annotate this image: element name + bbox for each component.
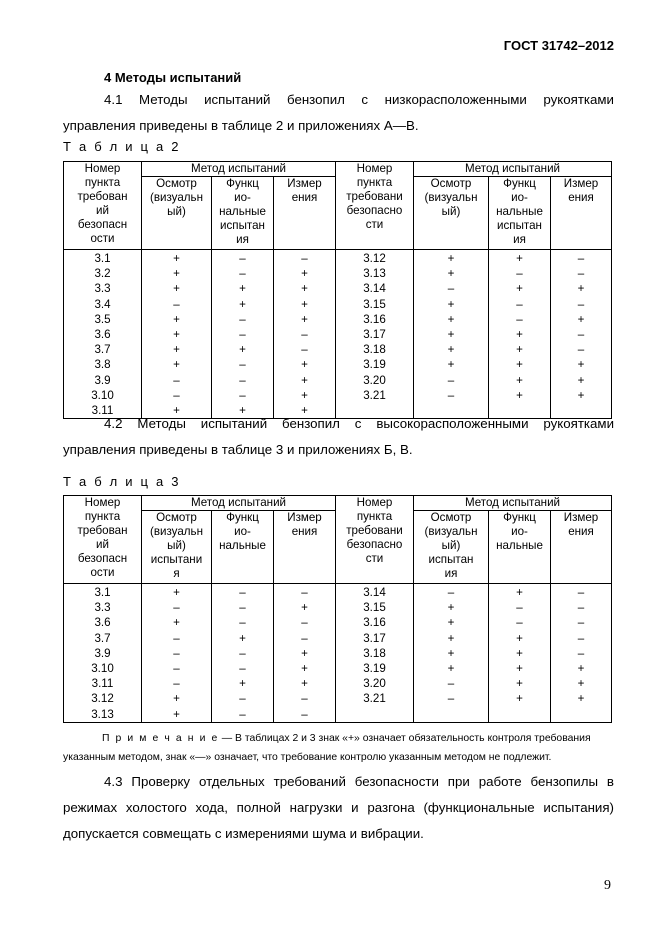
table-3-caption: Т а б л и ц а 3 xyxy=(63,474,181,489)
paragraph-line: 4.3 Проверку отдельных требований безопасности при работе бензопилы в xyxy=(104,774,614,789)
method-mark-cell: – xyxy=(212,327,274,342)
method-mark-cell: – xyxy=(274,250,336,267)
header-text-line: Функц xyxy=(226,511,259,524)
method-mark-cell xyxy=(551,707,612,723)
table-row xyxy=(64,266,612,281)
table-2-caption: Т а б л и ц а 2 xyxy=(63,139,181,154)
point-number-cell: 3.20 xyxy=(336,676,414,691)
header-text-line: пункта xyxy=(356,176,393,189)
method-mark-cell: + xyxy=(142,584,212,601)
header-text-line: ения xyxy=(291,525,318,538)
point-number-cell: 3.5 xyxy=(64,312,142,327)
header-text-line: ий xyxy=(96,538,109,551)
paragraph-line: режимах холостого хода, полной нагрузки и разгона (функциональные испытания) xyxy=(63,800,614,815)
point-number-cell: 3.15 xyxy=(336,600,414,615)
method-mark-cell: + xyxy=(489,250,551,267)
header-text-line: я xyxy=(173,567,180,580)
table-row xyxy=(64,600,612,615)
header-text-line: испытан xyxy=(428,553,474,566)
point-number-cell: 3.21 xyxy=(336,691,414,706)
header-method-group: Метод испытаний xyxy=(142,162,336,177)
method-mark-cell: + xyxy=(274,661,336,676)
method-mark-cell: + xyxy=(274,676,336,691)
header-measurement xyxy=(274,511,336,584)
method-mark-cell: + xyxy=(142,281,212,296)
header-text-line: Осмотр xyxy=(156,511,197,524)
point-number-cell: 3.18 xyxy=(336,646,414,661)
method-mark-cell: – xyxy=(212,373,274,388)
method-mark-cell: – xyxy=(212,312,274,327)
method-mark-cell: + xyxy=(274,373,336,388)
method-mark-cell: – xyxy=(212,707,274,723)
header-text-line: безопасн xyxy=(77,218,128,231)
point-number-cell: 3.19 xyxy=(336,357,414,372)
point-number-cell: 3.19 xyxy=(336,661,414,676)
method-mark-cell: – xyxy=(142,646,212,661)
header-text-line: сти xyxy=(365,552,384,565)
method-mark-cell: – xyxy=(212,357,274,372)
header-inspection xyxy=(414,177,489,250)
method-mark-cell: + xyxy=(212,403,274,419)
table-row xyxy=(64,281,612,296)
method-mark-cell: – xyxy=(212,388,274,403)
method-mark-cell: + xyxy=(414,631,489,646)
point-number-cell: 3.14 xyxy=(336,281,414,296)
method-mark-cell: – xyxy=(142,297,212,312)
header-text-line: испытан xyxy=(497,219,542,232)
header-text-line: Осмотр xyxy=(430,511,472,524)
method-mark-cell: + xyxy=(551,691,612,706)
note-lead: П р и м е ч а н и е xyxy=(102,733,219,744)
method-mark-cell: – xyxy=(551,266,612,281)
method-mark-cell: + xyxy=(274,600,336,615)
paragraph-4-2 xyxy=(63,411,614,463)
table-row xyxy=(64,691,612,706)
method-mark-cell: – xyxy=(414,691,489,706)
method-mark-cell: + xyxy=(489,661,551,676)
method-mark-cell: – xyxy=(142,676,212,691)
header-text-line: (визуальн xyxy=(424,525,478,538)
header-text-line: безопасно xyxy=(346,538,403,551)
method-mark-cell: + xyxy=(274,388,336,403)
method-mark-cell: + xyxy=(274,297,336,312)
point-number-cell: 3.2 xyxy=(64,266,142,281)
header-inspection xyxy=(142,511,212,584)
method-mark-cell: + xyxy=(489,691,551,706)
method-mark-cell: + xyxy=(212,342,274,357)
method-mark-cell: + xyxy=(142,250,212,267)
point-number-cell: 3.10 xyxy=(64,661,142,676)
method-mark-cell: – xyxy=(212,615,274,630)
method-mark-cell: + xyxy=(212,676,274,691)
method-mark-cell: – xyxy=(274,691,336,706)
header-inspection xyxy=(142,177,212,250)
header-text-line: Осмотр xyxy=(156,177,197,190)
header-text-line: пункта xyxy=(356,510,393,523)
header-text-line: (визуальн xyxy=(424,191,478,204)
method-mark-cell: + xyxy=(274,281,336,296)
method-mark-cell: + xyxy=(274,266,336,281)
header-text-line: сти xyxy=(365,218,384,231)
table-row xyxy=(64,388,612,403)
point-number-cell: 3.3 xyxy=(64,600,142,615)
method-mark-cell: – xyxy=(489,297,551,312)
method-mark-cell: – xyxy=(551,327,612,342)
header-text-line: безопасно xyxy=(346,204,403,217)
method-mark-cell: – xyxy=(551,250,612,267)
header-text-line: (визуальн xyxy=(149,191,203,204)
point-number-cell: 3.17 xyxy=(336,631,414,646)
header-text-line: Измер xyxy=(563,177,599,190)
table-row xyxy=(64,357,612,372)
table-row xyxy=(64,631,612,646)
header-functional xyxy=(489,511,551,584)
header-text-line: ения xyxy=(568,191,594,204)
method-mark-cell: + xyxy=(489,342,551,357)
table-row xyxy=(64,327,612,342)
method-mark-cell: + xyxy=(489,373,551,388)
header-text-line: пункта xyxy=(84,176,121,189)
header-text-line: ий xyxy=(96,204,109,217)
method-mark-cell: + xyxy=(489,584,551,601)
point-number-cell: 3.11 xyxy=(64,403,142,419)
header-text-line: требован xyxy=(77,524,128,537)
header-measurement xyxy=(551,511,612,584)
method-mark-cell: + xyxy=(489,281,551,296)
method-mark-cell: – xyxy=(414,281,489,296)
header-text-line: Функц xyxy=(226,177,259,190)
header-text-line: безопасн xyxy=(77,552,128,565)
header-text-line: ости xyxy=(90,566,115,579)
method-mark-cell: + xyxy=(142,327,212,342)
method-mark-cell: + xyxy=(414,250,489,267)
table-note xyxy=(63,729,612,767)
method-mark-cell: + xyxy=(551,373,612,388)
method-mark-cell: – xyxy=(551,584,612,601)
point-number-cell: 3.9 xyxy=(64,646,142,661)
method-mark-cell: + xyxy=(551,676,612,691)
header-text-line: ия xyxy=(444,567,458,580)
header-method-group: Метод испытаний xyxy=(414,496,612,511)
table-row xyxy=(64,615,612,630)
header-text-line: пункта xyxy=(84,510,121,523)
method-mark-cell: + xyxy=(142,615,212,630)
header-text-line: ости xyxy=(90,232,115,245)
paragraph-4-1 xyxy=(63,87,614,139)
table-row xyxy=(64,646,612,661)
method-mark-cell: + xyxy=(414,646,489,661)
method-mark-cell: – xyxy=(212,661,274,676)
header-text-line: ио- xyxy=(234,525,251,538)
method-mark-cell: + xyxy=(142,691,212,706)
point-number-cell: 3.10 xyxy=(64,388,142,403)
point-number-cell: 3.12 xyxy=(336,250,414,267)
paragraph-line: управления приведены в таблице 2 и приложениях А—В. xyxy=(63,118,419,133)
method-mark-cell: – xyxy=(274,327,336,342)
method-mark-cell: + xyxy=(414,342,489,357)
header-method-group: Метод испытаний xyxy=(414,162,612,177)
method-mark-cell: – xyxy=(414,373,489,388)
method-mark-cell: – xyxy=(212,250,274,267)
method-mark-cell: – xyxy=(212,600,274,615)
method-mark-cell: + xyxy=(212,631,274,646)
method-mark-cell: – xyxy=(142,373,212,388)
paragraph-line: 4.2 Методы испытаний бензопил с высокорасположенными рукоятками xyxy=(104,416,614,431)
header-text-line: испытан xyxy=(220,219,265,232)
table-row xyxy=(64,297,612,312)
method-mark-cell: + xyxy=(489,631,551,646)
header-point-number xyxy=(64,496,142,584)
header-text-line: ио- xyxy=(511,191,528,204)
point-number-cell: 3.21 xyxy=(336,388,414,403)
point-number-cell: 3.7 xyxy=(64,631,142,646)
point-number-cell: 3.1 xyxy=(64,584,142,601)
header-functional xyxy=(489,177,551,250)
method-mark-cell xyxy=(414,707,489,723)
header-text-line: Функц xyxy=(503,177,536,190)
method-mark-cell: – xyxy=(414,388,489,403)
method-mark-cell: – xyxy=(414,676,489,691)
method-mark-cell: – xyxy=(142,631,212,646)
method-mark-cell: + xyxy=(551,357,612,372)
method-mark-cell: + xyxy=(414,661,489,676)
paragraph-line: управления приведены в таблице 3 и приложениях Б, В. xyxy=(63,442,413,457)
point-number-cell: 3.4 xyxy=(64,297,142,312)
header-text-line: требовани xyxy=(346,524,403,537)
header-text-line: ый) xyxy=(167,205,186,218)
method-mark-cell: – xyxy=(489,266,551,281)
header-text-line: требовани xyxy=(346,190,403,203)
header-method-group: Метод испытаний xyxy=(142,496,336,511)
method-mark-cell: + xyxy=(414,600,489,615)
header-text-line: ио- xyxy=(511,525,528,538)
method-mark-cell: – xyxy=(489,312,551,327)
header-text-line: ения xyxy=(568,525,594,538)
point-number-cell: 3.14 xyxy=(336,584,414,601)
method-mark-cell: + xyxy=(489,676,551,691)
point-number-cell: 3.17 xyxy=(336,327,414,342)
method-mark-cell: + xyxy=(142,403,212,419)
header-point-number xyxy=(64,162,142,250)
method-mark-cell: + xyxy=(142,357,212,372)
header-text-line: Измер xyxy=(287,511,322,524)
method-mark-cell: + xyxy=(551,388,612,403)
method-mark-cell: – xyxy=(212,584,274,601)
method-mark-cell: + xyxy=(414,615,489,630)
method-mark-cell: + xyxy=(414,266,489,281)
table-3 xyxy=(63,495,612,723)
header-point-number xyxy=(336,162,414,250)
point-number-cell: 3.16 xyxy=(336,312,414,327)
header-text-line: нальные xyxy=(219,205,266,218)
header-text-line: испытани xyxy=(150,553,203,566)
point-number-cell: 3.20 xyxy=(336,373,414,388)
method-mark-cell: – xyxy=(489,600,551,615)
method-mark-cell: – xyxy=(551,600,612,615)
table-row xyxy=(64,373,612,388)
table-row xyxy=(64,584,612,601)
table-row xyxy=(64,250,612,267)
method-mark-cell: + xyxy=(414,297,489,312)
paragraph-4-3 xyxy=(63,769,614,847)
point-number-cell: 3.8 xyxy=(64,357,142,372)
method-mark-cell: – xyxy=(212,266,274,281)
method-mark-cell: – xyxy=(489,615,551,630)
header-functional xyxy=(212,511,274,584)
header-measurement xyxy=(274,177,336,250)
point-number-cell xyxy=(336,707,414,723)
header-text-line: ый) xyxy=(441,205,461,218)
header-text-line: Номер xyxy=(356,162,393,175)
method-mark-cell: + xyxy=(489,646,551,661)
method-mark-cell: + xyxy=(414,357,489,372)
method-mark-cell: + xyxy=(414,327,489,342)
method-mark-cell: + xyxy=(489,357,551,372)
point-number-cell: 3.12 xyxy=(64,691,142,706)
method-mark-cell: – xyxy=(414,584,489,601)
header-text-line: Номер xyxy=(356,496,393,509)
header-text-line: ия xyxy=(236,233,249,246)
method-mark-cell: + xyxy=(551,661,612,676)
method-mark-cell: – xyxy=(551,631,612,646)
point-number-cell: 3.7 xyxy=(64,342,142,357)
paragraph-line: допускается совмещать с измерениями шума и вибрации. xyxy=(63,826,424,841)
point-number-cell: 3.15 xyxy=(336,297,414,312)
point-number-cell: 3.13 xyxy=(336,266,414,281)
method-mark-cell: – xyxy=(551,342,612,357)
point-number-cell: 3.6 xyxy=(64,327,142,342)
method-mark-cell: – xyxy=(274,584,336,601)
paragraph-line: 4.1 Методы испытаний бензопил с низкорасположенными рукоятками xyxy=(104,92,614,107)
method-mark-cell: + xyxy=(274,312,336,327)
method-mark-cell: + xyxy=(414,312,489,327)
header-text-line: ия xyxy=(513,233,526,246)
point-number-cell: 3.1 xyxy=(64,250,142,267)
method-mark-cell: + xyxy=(274,403,336,419)
point-number-cell: 3.6 xyxy=(64,615,142,630)
point-number-cell: 3.11 xyxy=(64,676,142,691)
method-mark-cell: + xyxy=(212,281,274,296)
method-mark-cell: – xyxy=(551,297,612,312)
method-mark-cell: + xyxy=(212,297,274,312)
note-text: — В таблицах 2 и 3 знак «+» означает обязательность контроля требования xyxy=(218,733,591,744)
document-header: ГОСТ 31742–2012 xyxy=(503,38,614,53)
method-mark-cell: – xyxy=(212,691,274,706)
header-text-line: Функц xyxy=(503,511,536,524)
header-text-line: ый) xyxy=(441,539,461,552)
point-number-cell: 3.13 xyxy=(64,707,142,723)
method-mark-cell: – xyxy=(142,600,212,615)
method-mark-cell: + xyxy=(142,342,212,357)
header-text-line: Номер xyxy=(84,162,121,175)
table-row xyxy=(64,661,612,676)
table-row xyxy=(64,676,612,691)
table-row xyxy=(64,342,612,357)
header-text-line: нальные xyxy=(496,539,543,552)
method-mark-cell: + xyxy=(551,281,612,296)
header-text-line: ио- xyxy=(234,191,251,204)
method-mark-cell: – xyxy=(274,342,336,357)
method-mark-cell: – xyxy=(274,631,336,646)
header-point-number xyxy=(336,496,414,584)
note-text: указанным методом, знак «—» означает, что требование контролю указанным методом не подлежит. xyxy=(63,752,552,763)
header-text-line: Измер xyxy=(563,511,599,524)
point-number-cell: 3.18 xyxy=(336,342,414,357)
header-text-line: нальные xyxy=(219,539,266,552)
page-number: 9 xyxy=(604,878,611,893)
table-2 xyxy=(63,161,612,419)
method-mark-cell: + xyxy=(551,312,612,327)
method-mark-cell: – xyxy=(142,388,212,403)
table-row xyxy=(64,312,612,327)
method-mark-cell xyxy=(489,707,551,723)
method-mark-cell: + xyxy=(274,646,336,661)
header-text-line: (визуальн xyxy=(149,525,203,538)
method-mark-cell: + xyxy=(142,266,212,281)
header-text-line: требован xyxy=(77,190,128,203)
header-inspection xyxy=(414,511,489,584)
header-measurement xyxy=(551,177,612,250)
table-row xyxy=(64,707,612,723)
method-mark-cell: – xyxy=(551,615,612,630)
point-number-cell: 3.16 xyxy=(336,615,414,630)
method-mark-cell: + xyxy=(142,312,212,327)
point-number-cell: 3.9 xyxy=(64,373,142,388)
method-mark-cell: + xyxy=(142,707,212,723)
point-number-cell: 3.3 xyxy=(64,281,142,296)
header-text-line: Номер xyxy=(84,496,121,509)
header-text-line: нальные xyxy=(496,205,543,218)
header-text-line: ый) xyxy=(167,539,186,552)
method-mark-cell: + xyxy=(274,357,336,372)
method-mark-cell: – xyxy=(142,661,212,676)
header-functional xyxy=(212,177,274,250)
method-mark-cell: + xyxy=(489,388,551,403)
method-mark-cell: – xyxy=(274,707,336,723)
header-text-line: Измер xyxy=(287,177,322,190)
header-text-line: Осмотр xyxy=(430,177,472,190)
method-mark-cell: – xyxy=(212,646,274,661)
method-mark-cell: – xyxy=(274,615,336,630)
method-mark-cell: – xyxy=(551,646,612,661)
method-mark-cell: + xyxy=(489,327,551,342)
section-title: 4 Методы испытаний xyxy=(104,70,242,85)
header-text-line: ения xyxy=(291,191,318,204)
